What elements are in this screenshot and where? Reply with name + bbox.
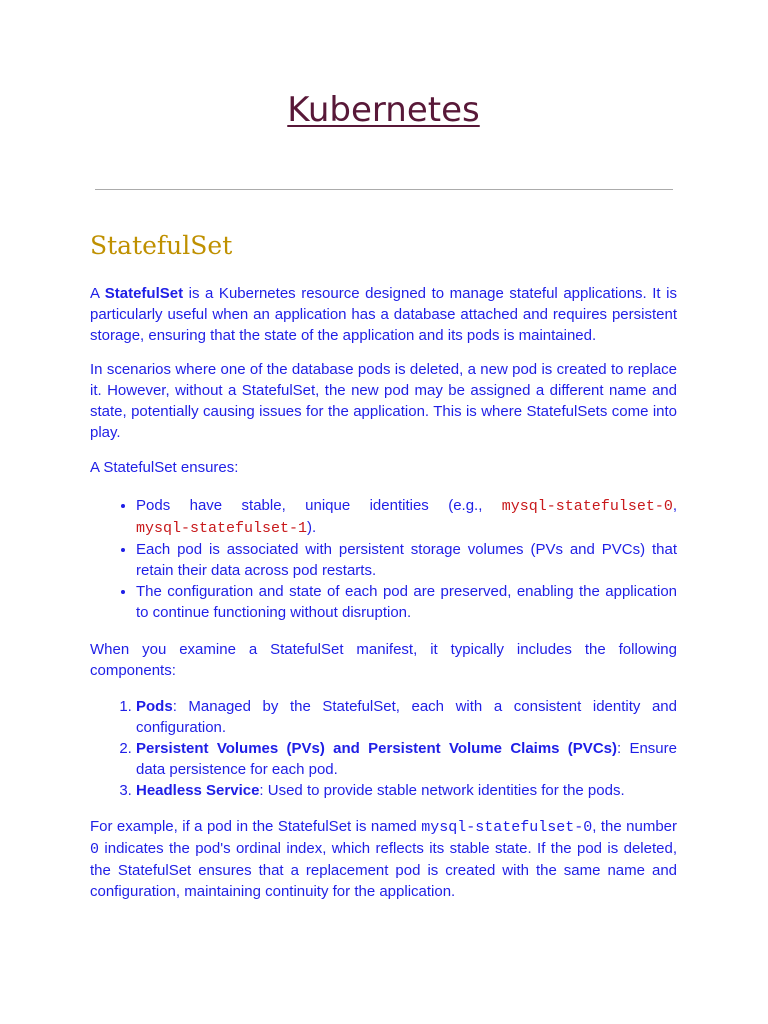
document-content bbox=[90, 0, 677, 902]
guarantee-text: Pods have stable, unique identities (e.g., bbox=[136, 497, 502, 514]
example-text: indicates the pod's ordinal index, which reflects its stable state. If the pod is deleted, the StatefulSet ensures that a replacement pod is created with the same name and configuration, maintaining continuity for the application. bbox=[90, 840, 677, 900]
component-text: : Ensure data persistence for each pod. bbox=[136, 740, 677, 778]
guarantee-item bbox=[136, 539, 677, 581]
page-title bbox=[90, 88, 677, 132]
code-ordinal: 0 bbox=[90, 841, 100, 858]
component-term: Persistent Volumes (PVs) and Persistent Volume Claims (PVCs) bbox=[136, 740, 617, 757]
guarantee-text: The configuration and state of each pod are preserved, enabling the application to continue functioning without disruption. bbox=[136, 583, 677, 621]
page-title-text: Kubernetes bbox=[287, 90, 480, 130]
component-item bbox=[136, 696, 677, 738]
code-pod-name: mysql-statefulset-1 bbox=[136, 520, 308, 537]
guarantees-list bbox=[90, 495, 677, 623]
components-intro: When you examine a StatefulSet manifest, it typically includes the following components: bbox=[90, 641, 677, 679]
intro-paragraph bbox=[90, 283, 677, 346]
component-text: : Used to provide stable network identities for the pods. bbox=[259, 782, 625, 799]
component-item bbox=[136, 780, 677, 801]
ensures-label: A StatefulSet ensures: bbox=[90, 459, 239, 476]
guarantee-item bbox=[136, 495, 677, 539]
intro-text: is a Kubernetes resource designed to manage stateful applications. It is particularly useful when an application has a database attached and requires persistent storage, ensuring that the state of the application and its pods is maintained. bbox=[90, 285, 677, 344]
section-heading: StatefulSet bbox=[90, 231, 233, 260]
component-term: Headless Service bbox=[136, 782, 260, 799]
intro-lead: A bbox=[90, 285, 105, 302]
example-middle: , the number bbox=[592, 818, 678, 835]
example-paragraph bbox=[90, 816, 677, 902]
components-list bbox=[90, 696, 677, 801]
horizontal-rule bbox=[95, 189, 673, 190]
guarantee-item bbox=[136, 581, 677, 623]
guarantee-text: Each pod is associated with persistent storage volumes (PVs and PVCs) that retain their data across pod restarts. bbox=[136, 541, 677, 579]
component-item bbox=[136, 738, 677, 780]
example-lead: For example, if a pod in the StatefulSet is named bbox=[90, 818, 422, 835]
scenario-paragraph: In scenarios where one of the database pods is deleted, a new pod is created to replace it. However, without a StatefulSet, the new pod may be assigned a different name and state, potentially causing issues for the application. This is where StatefulSets come into play. bbox=[90, 361, 677, 441]
component-text: : Managed by the StatefulSet, each with a consistent identity and configuration. bbox=[136, 698, 677, 736]
code-pod-name: mysql-statefulset-0 bbox=[501, 498, 673, 515]
code-pod-name: mysql-statefulset-0 bbox=[421, 819, 593, 836]
guarantee-separator: , bbox=[672, 497, 677, 514]
component-term: Pods bbox=[136, 698, 173, 715]
guarantee-closing: ). bbox=[307, 519, 317, 536]
intro-term: StatefulSet bbox=[104, 285, 184, 302]
